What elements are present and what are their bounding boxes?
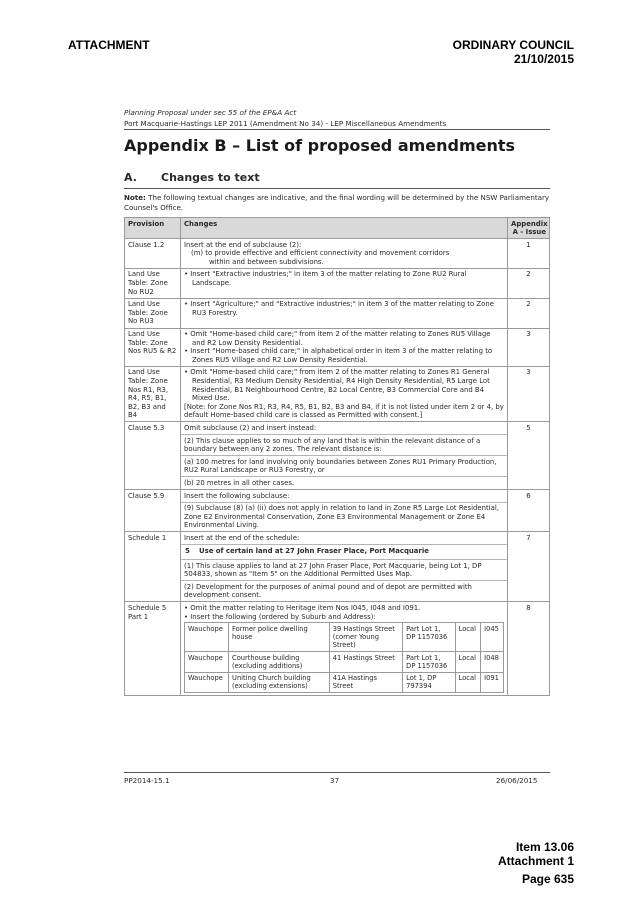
heritage-address: 41A Hastings Street	[329, 672, 402, 693]
issue-cell: 6	[508, 490, 550, 532]
issue-cell: 2	[508, 268, 550, 298]
heritage-significance: Local	[455, 652, 481, 673]
changes-cell	[181, 328, 508, 366]
changes-cell	[181, 602, 508, 695]
item-number: Item 13.06	[515, 840, 574, 854]
appendix-title: Appendix B – List of proposed amendments	[124, 136, 516, 155]
table-header-row	[125, 218, 550, 239]
table-row	[125, 366, 550, 422]
changes-cell	[181, 239, 508, 269]
issue-cell: 2	[508, 298, 550, 328]
appendix-header	[508, 218, 550, 239]
issue-cell: 3	[508, 366, 550, 422]
change-line: (m) to provide effective and efficient connectivity and movement corridors	[191, 249, 450, 258]
heritage-significance: Local	[455, 623, 481, 652]
schedule-clause-heading	[181, 544, 507, 558]
change-bullet: • Omit the matter relating to Heritage item Nos I045, I048 and I091.	[184, 603, 421, 612]
heritage-number: I045	[481, 623, 504, 652]
change-line: (1) This clause applies to land at 27 John Fraser Place, Port Macquarie, being Lot 1, DP 504833, shown as "Item 5" on the Additional Permitted Uses Map.	[181, 559, 507, 579]
heritage-item: Former police dwelling house	[229, 623, 330, 652]
changes-cell	[181, 422, 508, 490]
heritage-property: Part Lot 1, DP 1157036	[403, 623, 455, 652]
change-bullet: • Insert "Extractive industries;" in item 3 of the matter relating to Zone RU2 Rural Landscape.	[184, 270, 467, 288]
change-line: (2) This clause applies to so much of any land that is within the relevant distance of a boundary between any 2 zones. The relevant distance is:	[181, 434, 507, 454]
heritage-suburb: Wauchope	[185, 672, 229, 693]
change-line: (b) 20 metres in all other cases.	[181, 476, 507, 487]
attachment-label: ATTACHMENT	[68, 38, 150, 52]
page-reference: Page 635	[521, 872, 574, 886]
change-bullet: • Omit "Home-based child care;" from item 2 of the matter relating to Zones R1 General Residential, R3 Medium Density Residential, R4 High Density Residential, R5 Large Lot Residential, B1 Neighbourhood Centre, B2 Local Centre, B3 Commercial Core and B4 Mixed Use.	[184, 368, 490, 403]
change-line: Insert the following subclause:	[184, 491, 290, 500]
provision-cell: Clause 5.3	[125, 422, 181, 490]
changes-cell	[181, 490, 508, 532]
header-divider	[124, 129, 550, 130]
heritage-items-table	[184, 622, 504, 693]
lep-amendment-line: Port Macquarie-Hastings LEP 2011 (Amendment No 34) - LEP Miscellaneous Amendments	[124, 119, 447, 128]
schedule-clause-title: Use of certain land at 27 John Fraser Place, Port Macquarie	[199, 547, 429, 555]
footer-date: 26/06/2015	[496, 776, 538, 785]
section-heading	[124, 171, 260, 184]
heritage-row	[185, 623, 504, 652]
change-note: [Note: for Zone Nos R1, R3, R4, R5, B1, B2, B3 and B4, if it is not listed under item 2 or 4, by default Home-based child care is classed as Permitted with consent.]	[184, 402, 504, 420]
meeting-name: ORDINARY COUNCIL	[452, 38, 574, 52]
changes-cell	[181, 366, 508, 422]
change-line: within and between subdivisions.	[209, 257, 324, 266]
provision-cell: Land Use Table: Zone Nos R1, R3, R4, R5, B1, B2, B3 and B4	[125, 366, 181, 422]
provision-cell: Clause 1.2	[125, 239, 181, 269]
change-line: Insert at the end of the schedule:	[184, 533, 300, 542]
heritage-property: Part Lot 1, DP 1157036	[403, 652, 455, 673]
note-paragraph	[124, 193, 550, 212]
footer-page-number: 37	[330, 776, 340, 785]
provision-cell: Land Use Table: Zone No RU3	[125, 298, 181, 328]
changes-cell	[181, 298, 508, 328]
heritage-row	[185, 672, 504, 693]
heritage-item: Uniting Church building (excluding extensions)	[229, 672, 330, 693]
provision-cell: Schedule 1	[125, 532, 181, 602]
changes-cell	[181, 268, 508, 298]
provision-cell: Land Use Table: Zone No RU2	[125, 268, 181, 298]
change-line: (2) Development for the purposes of animal pound and of depot are permitted with development consent.	[181, 580, 507, 600]
schedule-clause-number: 5	[185, 547, 190, 555]
provision-cell: Schedule 5 Part 1	[125, 602, 181, 695]
issue-cell: 8	[508, 602, 550, 695]
provision-cell: Clause 5.9	[125, 490, 181, 532]
change-bullet: • Omit "Home-based child care;" from item 2 of the matter relating to Zones RU5 Village and R2 Low Density Residential.	[184, 330, 491, 347]
table-row	[125, 602, 550, 695]
planning-proposal-line: Planning Proposal under sec 55 of the EP&A Act	[124, 108, 297, 117]
section-divider	[124, 188, 550, 189]
change-bullet: • Insert "Home-based child care;" in alphabetical order in item 3 of the matter relating to Zones RU5 Village and R2 Low Density Residential.	[184, 347, 493, 364]
section-title: Changes to text	[161, 171, 260, 184]
issue-cell: 5	[508, 422, 550, 490]
note-label: Note:	[124, 193, 146, 202]
meeting-header	[453, 38, 574, 66]
heritage-suburb: Wauchope	[185, 652, 229, 673]
change-line: (9) Subclause (8) (a) (ii) does not apply in relation to land in Zone R5 Large Lot Residential, Zone E2 Environmental Conservation, Zone E3 Environmental Management or Zone E4 Environmental Living.	[181, 502, 507, 530]
heritage-item: Courthouse building (excluding additions)	[229, 652, 330, 673]
footer-document-code: PP2014-15.1	[124, 776, 170, 785]
change-bullet: • Insert the following (ordered by Suburb and Address):	[184, 612, 376, 621]
heritage-number: I048	[481, 652, 504, 673]
heritage-property: Lot 1, DP 797394	[403, 672, 455, 693]
item-reference	[498, 840, 574, 868]
table-row	[125, 532, 550, 602]
table-row	[125, 328, 550, 366]
provision-header: Provision	[125, 218, 181, 239]
provision-cell: Land Use Table: Zone Nos RU5 & R2	[125, 328, 181, 366]
appendix-header-line2: A - Issue	[512, 228, 546, 237]
heritage-row	[185, 652, 504, 673]
table-row	[125, 268, 550, 298]
amendments-table	[124, 217, 550, 696]
heritage-address: 39 Hastings Street (corner Young Street)	[329, 623, 402, 652]
table-row	[125, 490, 550, 532]
meeting-date: 21/10/2015	[513, 52, 574, 66]
footer-divider	[124, 772, 550, 773]
heritage-significance: Local	[455, 672, 481, 693]
appendix-header-line1: Appendix	[511, 219, 548, 228]
table-row	[125, 239, 550, 269]
attachment-number: Attachment 1	[497, 854, 574, 868]
change-bullet: • Insert "Agriculture;" and "Extractive industries;" in item 3 of the matter relating to Zone RU3 Forestry.	[184, 300, 494, 317]
change-line: (a) 100 metres for land involving only boundaries between Zones RU1 Primary Production, RU2 Rural Landscape or RU3 Forestry, or	[181, 455, 507, 475]
change-line: Omit subclause (2) and insert instead:	[184, 423, 317, 432]
note-text: The following textual changes are indicative, and the final wording will be determined by the NSW Parliamentary Counsel's Office.	[124, 193, 550, 212]
changes-header: Changes	[181, 218, 508, 239]
table-row	[125, 298, 550, 328]
heritage-suburb: Wauchope	[185, 623, 229, 652]
table-row	[125, 422, 550, 490]
issue-cell: 3	[508, 328, 550, 366]
heritage-number: I091	[481, 672, 504, 693]
changes-cell	[181, 532, 508, 602]
change-line: Insert at the end of subclause (2):	[184, 240, 302, 249]
issue-cell: 7	[508, 532, 550, 602]
heritage-address: 41 Hastings Street	[329, 652, 402, 673]
section-label: A.	[124, 171, 137, 184]
issue-cell: 1	[508, 239, 550, 269]
